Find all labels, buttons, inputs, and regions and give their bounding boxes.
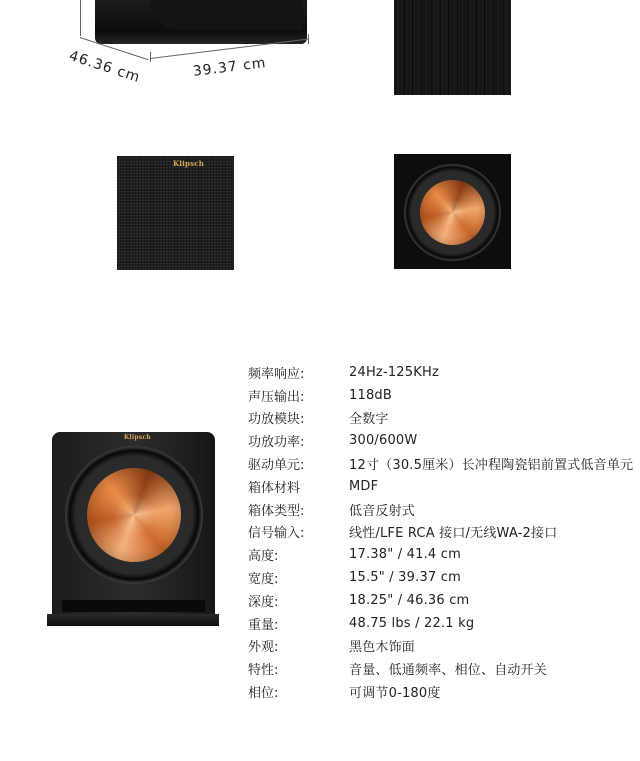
spec-label: 宽度: <box>248 572 279 588</box>
subwoofer-plinth <box>47 614 219 626</box>
spec-value: 线性/LFE RCA 接口/无线WA-2接口 <box>349 526 558 542</box>
spec-value: 18.25" / 46.36 cm <box>349 592 470 608</box>
spec-row <box>248 543 640 566</box>
spec-row <box>248 680 640 703</box>
spec-row <box>248 566 640 589</box>
spec-label: 声压输出: <box>248 389 305 405</box>
spec-label: 箱体类型: <box>248 503 305 519</box>
depth-dimension-label: 46.36 cm <box>67 48 143 87</box>
spec-label: 功放功率: <box>248 435 305 451</box>
spec-value: MDF <box>349 478 379 494</box>
spec-list <box>248 361 640 703</box>
spec-value: 12寸（30.5厘米）长冲程陶瓷铝前置式低音单元 <box>349 458 634 474</box>
spec-row <box>248 361 640 384</box>
spec-label: 外观: <box>248 640 279 656</box>
spec-value: 可调节0-180度 <box>349 686 441 702</box>
grille-detail-image <box>117 156 234 270</box>
spec-label: 箱体材料 <box>248 480 301 496</box>
spec-label: 重量: <box>248 617 279 633</box>
dimension-tick-left <box>150 52 151 62</box>
spec-label: 信号输入: <box>248 526 305 542</box>
spec-row <box>248 657 640 680</box>
bass-port-slot <box>62 600 205 612</box>
spec-row <box>248 498 640 521</box>
driver-detail-image <box>394 154 511 269</box>
spec-label: 深度: <box>248 594 279 610</box>
brand-logo: Klipsch <box>173 159 204 168</box>
spec-label: 驱动单元: <box>248 458 305 474</box>
width-dimension-label: 39.37 cm <box>192 54 268 80</box>
driver-surround <box>65 446 203 584</box>
spec-value: 48.75 lbs / 22.1 kg <box>349 615 475 631</box>
spec-value: 15.5" / 39.37 cm <box>349 570 461 586</box>
brand-logo: Klipsch <box>124 434 151 441</box>
spec-value: 音量、低通频率、相位、自动开关 <box>349 663 548 679</box>
spec-row <box>248 384 640 407</box>
spec-value: 17.38" / 41.4 cm <box>349 547 461 563</box>
cabinet-top-image <box>95 0 307 44</box>
wood-finish-detail-image <box>394 0 511 95</box>
subwoofer-product-image <box>52 432 215 616</box>
spec-label: 高度: <box>248 549 279 565</box>
spec-label: 特性: <box>248 663 279 679</box>
spec-label: 相位: <box>248 686 279 702</box>
spec-label: 功放模块: <box>248 412 305 428</box>
copper-cone <box>87 468 181 562</box>
spec-value: 118dB <box>349 387 392 403</box>
spec-row <box>248 612 640 635</box>
copper-cone <box>420 180 485 245</box>
dimension-tick-right <box>308 34 309 44</box>
spec-value: 24Hz-125KHz <box>349 364 439 380</box>
spec-value: 黑色木饰面 <box>349 640 416 656</box>
spec-label: 频率响应: <box>248 366 305 382</box>
spec-value: 300/600W <box>349 433 418 449</box>
spec-row <box>248 635 640 658</box>
spec-row <box>248 452 640 475</box>
spec-row <box>248 521 640 544</box>
dimension-line-vertical <box>80 0 81 36</box>
spec-row <box>248 475 640 498</box>
spec-value: 全数字 <box>349 412 389 428</box>
spec-row <box>248 407 640 430</box>
spec-row <box>248 589 640 612</box>
spec-value: 低音反射式 <box>349 503 416 519</box>
spec-row <box>248 429 640 452</box>
driver-surround <box>404 164 501 261</box>
